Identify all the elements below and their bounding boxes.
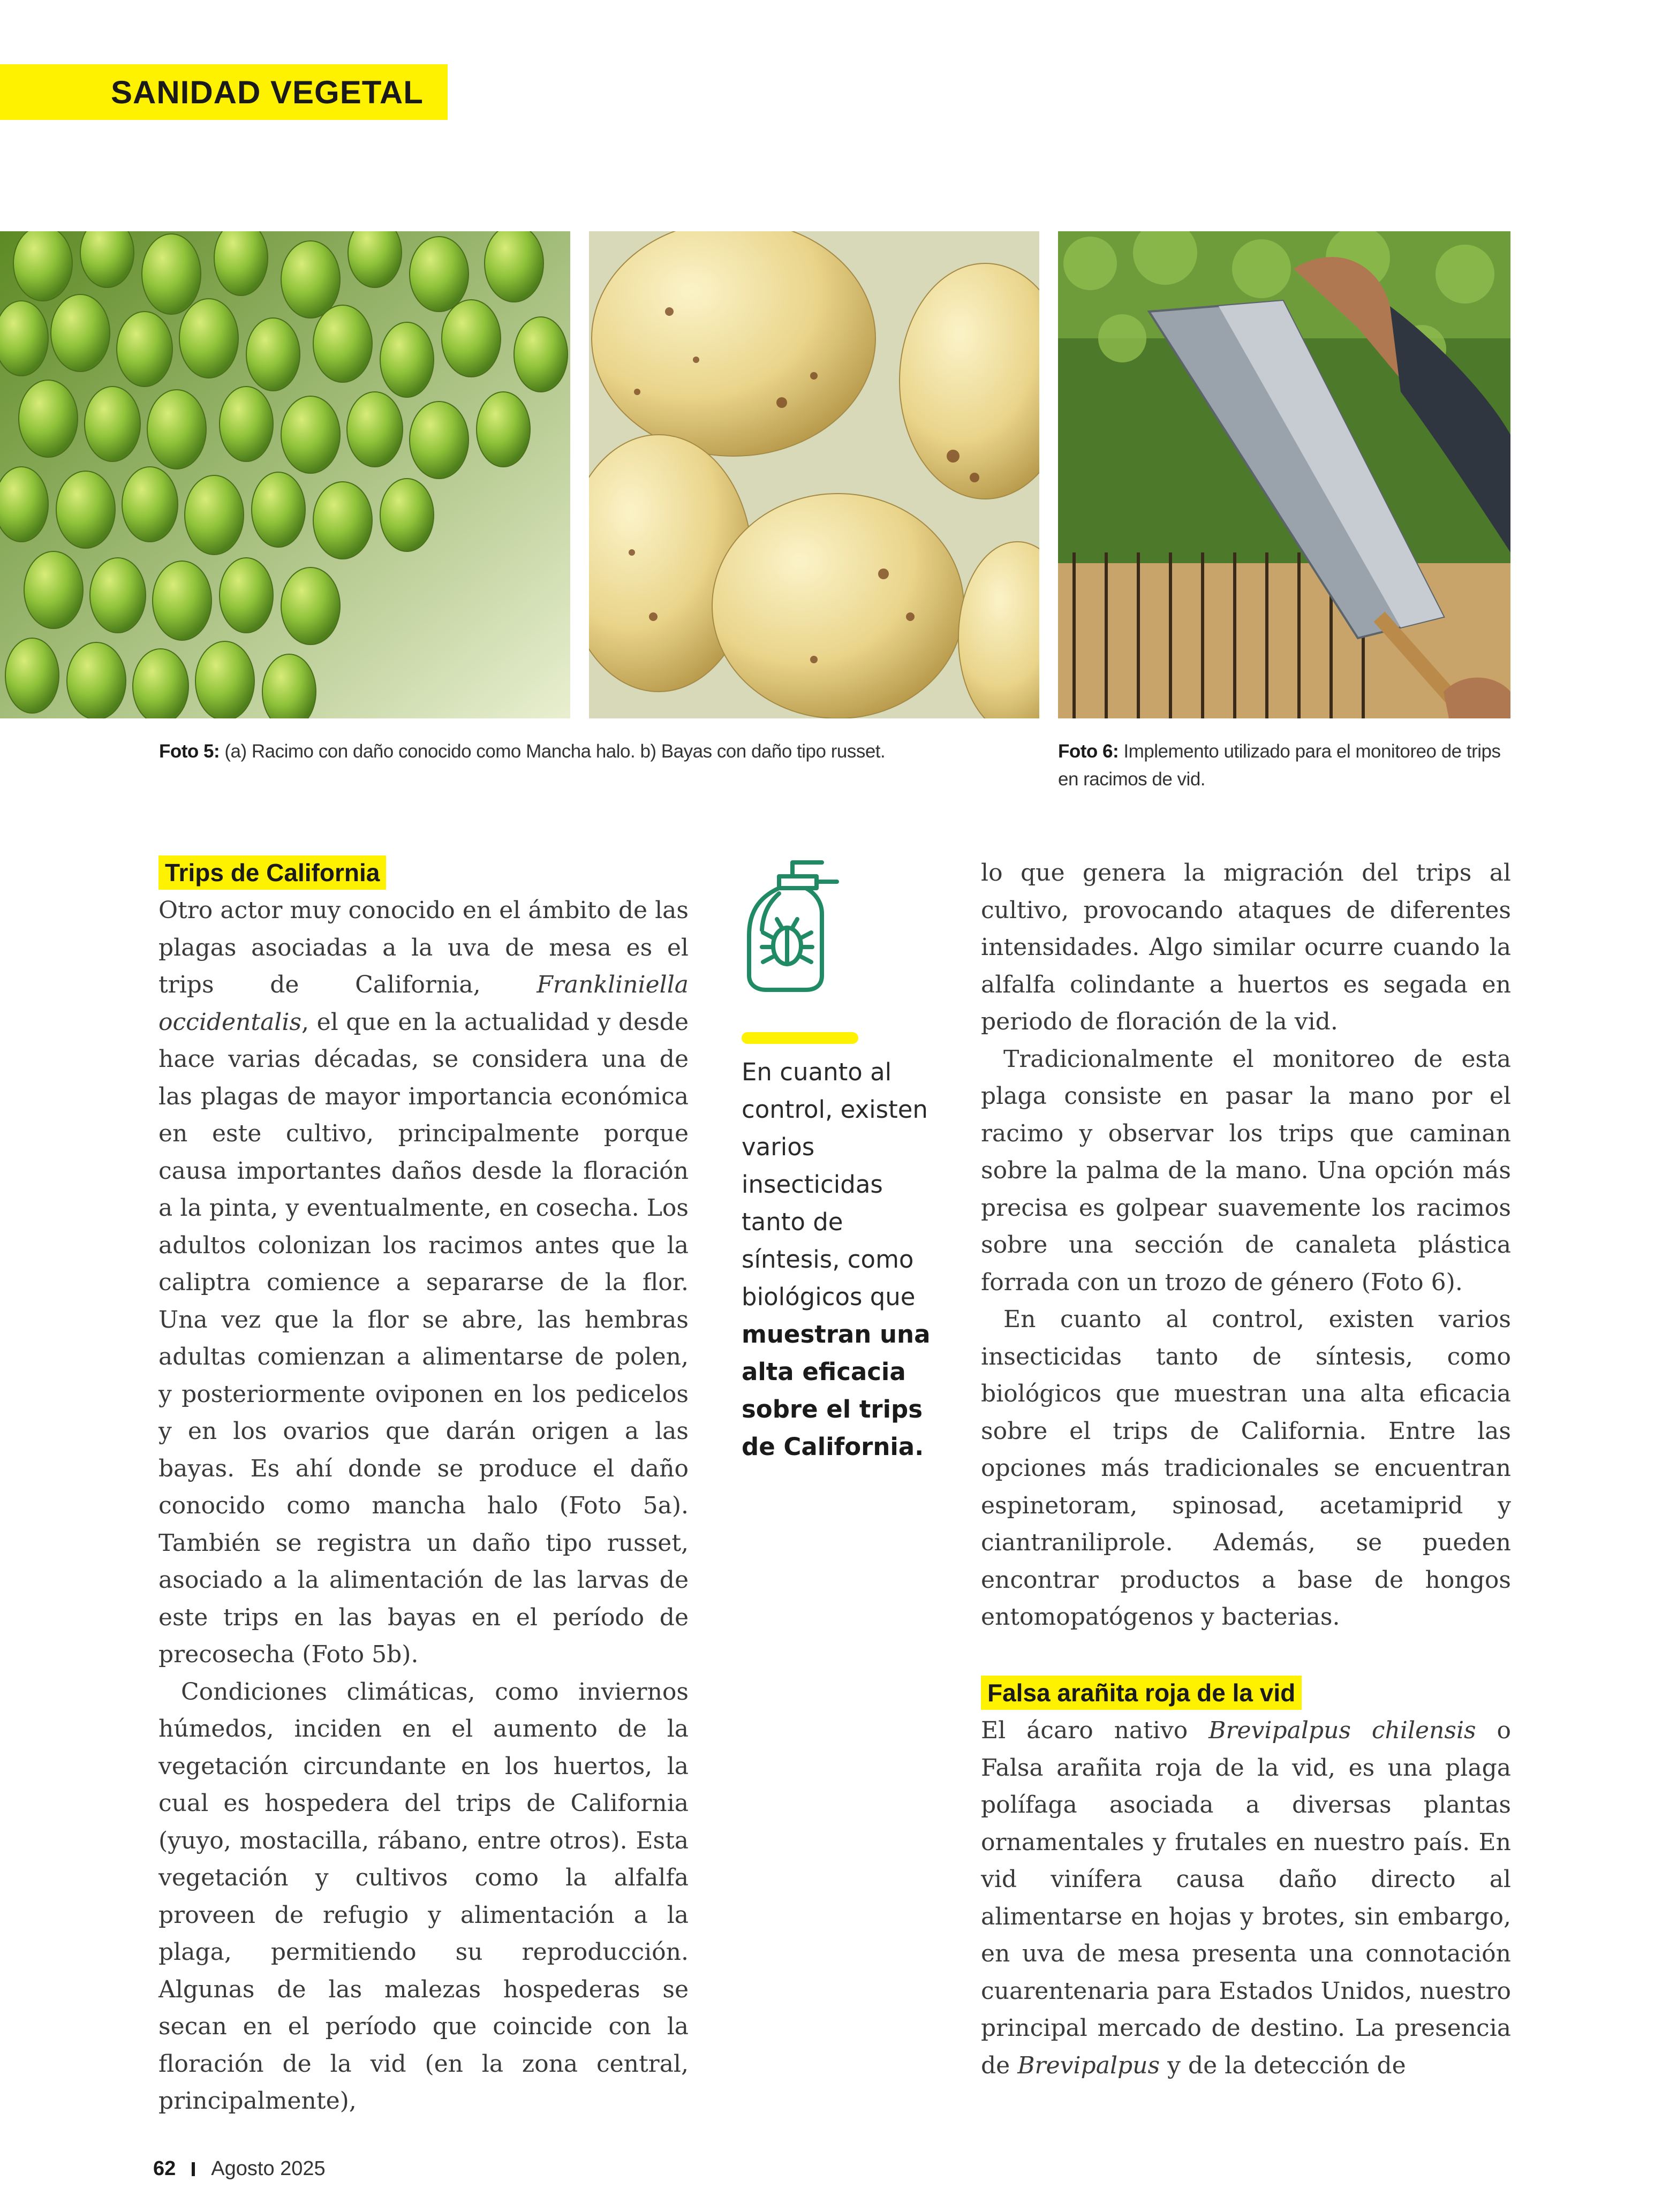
trips-heading: Trips de California [158, 855, 386, 890]
trips-p1-b: , el que en la actualidad y desde hace varias décadas, se considera una de las plagas de mayor importancia económica en este cultivo, principalmente porque causa importantes daños desde la floración a la pinta, y eventualmente, en cosecha. Los adultos colonizan los racimos antes que la caliptra comience a separarse de la flor. Una vez que la flor se abre, las hembras adultas comienzan a alimentarse de polen, y posteriormente oviponen en los pedicelos y en los ovarios que darán origen a las bayas. Es ahí donde se produce el daño conocido como mancha halo (Foto 5a). También se registra un daño tipo russet, asociado a la alimentación de las larvas de este trips en las bayas en el período de precosecha (Foto 5b). [158, 1008, 689, 1668]
grapes-cluster-photo [0, 231, 570, 718]
falsa-aranita-heading: Falsa arañita roja de la vid [981, 1676, 1302, 1710]
photo6-caption-label: Foto 6: [1058, 741, 1119, 762]
falsa-aranita-column [981, 1712, 1511, 2084]
sidebar-accent-bar [742, 1032, 858, 1044]
russet-berries-photo [589, 231, 1039, 718]
falsa-paragraph-1 [981, 1712, 1511, 2084]
footer-separator [192, 2162, 195, 2176]
photo5-caption-label: Foto 5: [159, 741, 220, 762]
falsa-species: Brevipalpus chilensis [1208, 1717, 1476, 1744]
falsa-p1-b: o Falsa arañita roja de la vid, es una plaga polífaga asociada a diversas plantas ornamentales y frutales en nuestro país. En vid vinífera causa daño directo al alimentarse en hojas y brotes, sin embargo, en uva de mesa presenta una connotación cuarentenaria para Estados Unidos, nuestro principal mercado de destino. La presencia de [981, 1717, 1511, 2079]
page-number: 62 [153, 2157, 176, 2180]
falsa-p1-a: El ácaro nativo [981, 1717, 1209, 1744]
trips-paragraph-4: Tradicionalmente el monitoreo de esta plaga consiste en pasar la mano por el racimo y observar los trips que caminan sobre la palma de la mano. Una opción más precisa es golpear suavemente los racimos sobre una sección de canaleta plástica forrada con un trozo de género (Foto 6). [981, 1045, 1511, 1296]
photo6-caption [1058, 738, 1513, 793]
trips-paragraph-5: En cuanto al control, existen varios insecticidas tanto de síntesis, como biológicos que muestran una alta eficacia sobre el trips de California. Entre las opciones más tradicionales se encuentran espinetoram, spinosad, acetamiprid y ciantraniliprole. Además, se pueden encontrar productos a base de hongos entomopatógenos y bacterias. [981, 1306, 1511, 1631]
photo5-caption-text: (a) Racimo con daño conocido como Mancha halo. b) Bayas con daño tipo russet. [220, 741, 886, 762]
trips-column-1 [158, 892, 689, 2120]
page-footer [153, 2157, 326, 2180]
trips-paragraph-3: lo que genera la migración del trips al cultivo, provocando ataques de diferentes intensidades. Algo similar ocurre cuando la alfalfa colindante a huertos es segada en periodo de floración de la vid. [981, 859, 1511, 1035]
falsa-genus: Brevipalpus [1017, 2051, 1160, 2079]
sidebar-callout-normal: En cuanto al control, existen varios insecticidas tanto de síntesis, como biológicos que [742, 1058, 928, 1311]
photo6-caption-text: Implemento utilizado para el monitoreo de trips en racimos de vid. [1058, 741, 1501, 790]
falsa-p1-c: y de la detección de [1160, 2051, 1406, 2079]
photo5-caption [159, 738, 1016, 766]
trips-species: Frankliniella occidentalis [158, 971, 689, 1036]
insecticide-sprayer-icon [742, 855, 841, 994]
sidebar-callout [742, 1054, 945, 1466]
monitoring-tool-photo [1058, 231, 1510, 718]
section-tag [0, 64, 448, 120]
trips-p1-a: Otro actor muy conocido en el ámbito de las plagas asociadas a la uva de mesa es el trips de California, [158, 897, 689, 998]
trips-paragraph-2: Condiciones climáticas, como inviernos húmedos, inciden en el aumento de la vegetación circundante en los huertos, la cual es hospedera del trips de California (yuyo, mostacilla, rábano, entre otros). Esta vegetación y cultivos como la alfalfa proveen de refugio y alimentación a la plaga, permitiendo su reproducción. Algunas de las malezas hospederas se secan en el período que coincide con la floración de la vid (en la zona central, principalmente), [158, 1678, 689, 2115]
trips-column-2 [981, 854, 1511, 1636]
trips-paragraph-1 [158, 892, 689, 1673]
sidebar-callout-bold: muestran una alta eficacia sobre el trips de California. [742, 1320, 931, 1461]
issue-date: Agosto 2025 [211, 2157, 326, 2180]
section-tag-label: SANIDAD VEGETAL [111, 74, 424, 110]
